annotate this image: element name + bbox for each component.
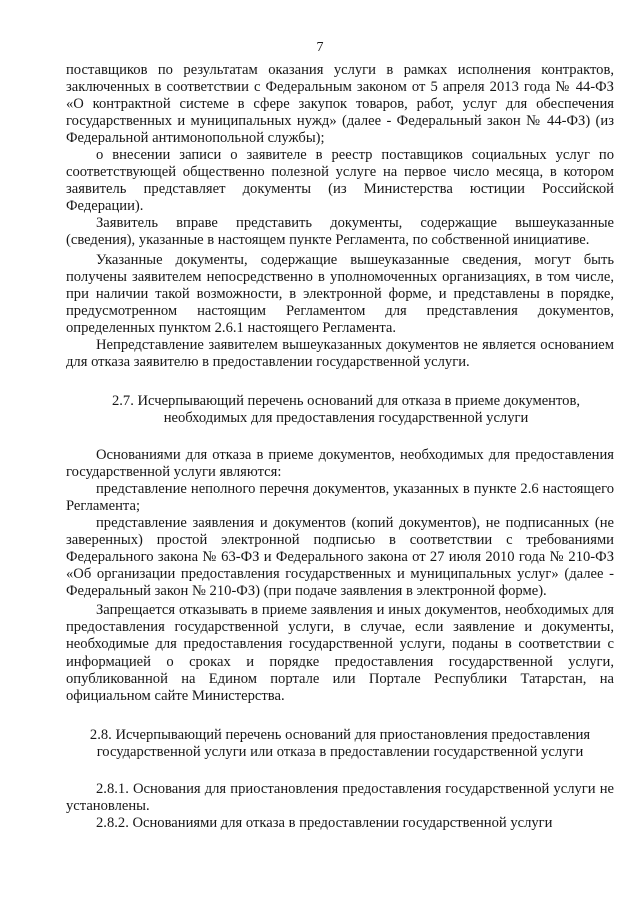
paragraph-documents-obtained: Указанные документы, содержащие вышеуказанные сведения, могут быть получены заявителем непосредственно в уполномоченных организациях, в том числе, при наличии такой возможности, в электронной форме, и представлены в порядке, предусмотренном настоящим Регламентом для представления документов, определенных пунктом 2.6.1 настоящего Регламента.	[66, 251, 614, 336]
paragraph-incomplete-list: представление неполного перечня документов, указанных в пункте 2.6 настоящего Регламента;	[66, 481, 614, 515]
paragraph-suppliers-44fz: поставщиков по результатам оказания услуги в рамках исполнения контрактов, заключенных в соответствии с Федеральным законом от 5 апреля 2013 года № 44-ФЗ «О контрактной системе в сфере закупок товаров, работ, услуг для обеспечения государственных и муниципальных нужд» (далее - Федеральный закон № 44-ФЗ) (из Федеральной антимонопольной службы);	[66, 62, 614, 147]
section-heading-2-8: 2.8. Исчерпывающий перечень оснований для приостановления предоставления государственной услуги или отказа в предоставлении государственной услуги	[89, 726, 591, 760]
paragraph-refusal-grounds-intro: Основаниями для отказа в приеме документов, необходимых для предоставления государственной услуги являются:	[66, 446, 614, 480]
paragraph-non-submission: Непредставление заявителем вышеуказанных документов не является основанием для отказа заявителю в предоставлении государственной услуги.	[66, 336, 614, 370]
paragraph-2-8-2: 2.8.2. Основаниями для отказа в предоставлении государственной услуги	[96, 814, 553, 831]
section-heading-2-7: 2.7. Исчерпывающий перечень оснований для отказа в приеме документов, необходимых для предоставления государственной услуги	[111, 392, 581, 426]
paragraph-unsigned-documents: представление заявления и документов (копий документов), не подписанных (не заверенных) простой электронной подписью в соответствии с требованиями Федерального закона № 63-ФЗ и Федерального закона от 27 июля 2010 года № 210-ФЗ «Об организации предоставления государственных и муниципальных услуг» (далее - Федеральный закон № 210-ФЗ) (при подаче заявления в электронной форме).	[66, 515, 614, 600]
paragraph-registry-entry: о внесении записи о заявителе в реестр поставщиков социальных услуг по соответствующей общественно полезной услуге на первое число месяца, в котором заявитель представляет документы (из Министерства юстиции Российской Федерации).	[66, 147, 614, 215]
page-number: 7	[316, 40, 324, 55]
document-body	[66, 62, 614, 832]
paragraph-refusal-prohibited: Запрещается отказывать в приеме заявления и иных документов, необходимых для предоставления государственной услуги, в случае, если заявление и документы, необходимые для предоставления государственной услуги, поданы в соответствии с информацией о сроках и порядке предоставления государственной услуги, опубликованной на Едином портале или Портале Республики Татарстан, на официальном сайте Министерства.	[66, 602, 614, 704]
paragraph-2-8-1: 2.8.1. Основания для приостановления предоставления государственной услуги не установлены.	[66, 780, 614, 814]
paragraph-applicant-right: Заявитель вправе представить документы, содержащие вышеуказанные (сведения), указанные в настоящем пункте Регламента, по собственной инициативе.	[66, 215, 614, 249]
